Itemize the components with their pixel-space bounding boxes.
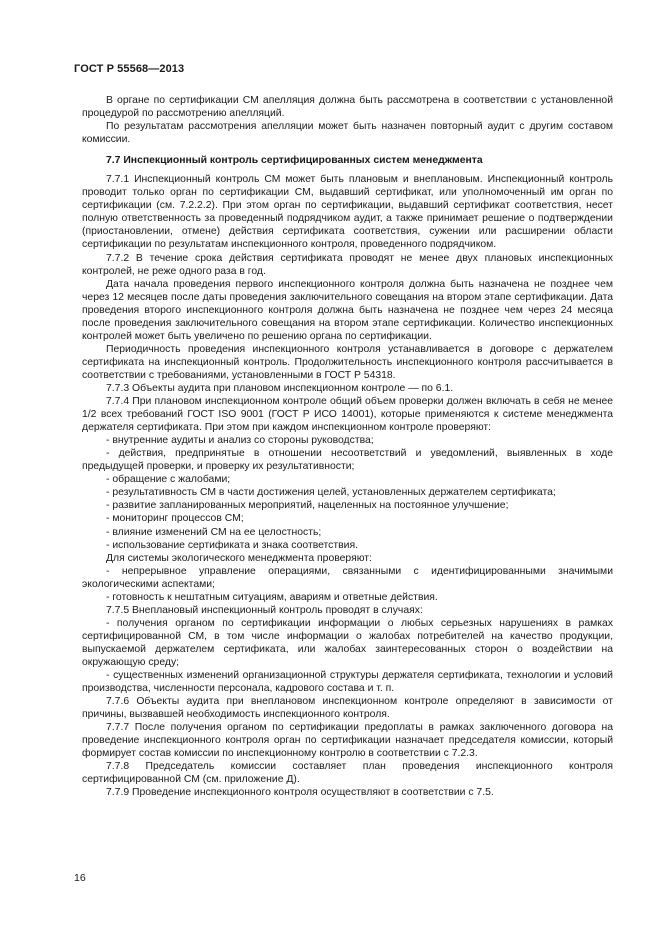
list-item: - обращение с жалобами; bbox=[106, 474, 231, 486]
paragraph: В органе по сертификации СМ апелляция должна быть рассмотрена в соответствии с установленной процедурой по рассмотрению апелляций. bbox=[82, 95, 613, 120]
paragraph: Дата начала проведения первого инспекционного контроля должна быть назначена не позднее чем через 12 месяцев после даты проведения заключительного совещания на втором этапе сертификации. Дата проведения второго инспекционного контроля должна быть назначена не позднее чем через 24 месяца после проведения заключительного совещания на втором этапе сертификации. Количество инспекционных контролей может быть увеличено по решению органа по сертификации. bbox=[82, 278, 613, 342]
page-number: 16 bbox=[74, 872, 86, 884]
paragraph: 7.7.2 В течение срока действия сертификата проводят не менее двух плановых инспекционных контролей, не реже одного раза в год. bbox=[82, 252, 613, 277]
paragraph: 7.7.4 При плановом инспекционном контроле общий объем проверки должен включать в себя не менее 1/2 всех требований ГОСТ ISO 9001 (ГОСТ Р ИСО 14001), которые применяются к системе менеджмента держателя сертификата. При этом при каждом инспекционном контроле проверяют: bbox=[82, 396, 613, 434]
section-heading: 7.7 Инспекционный контроль сертифицированных систем менеджмента bbox=[106, 155, 483, 167]
list-item: - мониторинг процессов СМ; bbox=[106, 513, 244, 525]
list-item: - непрерывное управление операциями, связанными с идентифицированными значимыми экологическими аспектами; bbox=[82, 565, 613, 590]
paragraph: 7.7.3 Объекты аудита при плановом инспекционном контроле — по 6.1. bbox=[106, 382, 454, 394]
document-header: ГОСТ Р 55568—2013 bbox=[74, 63, 185, 75]
paragraph: 7.7.5 Внеплановый инспекционный контроль проводят в случаях: bbox=[106, 604, 423, 616]
paragraph: 7.7.7 После получения органом по сертификации предоплаты в рамках заключенного договора на проведение инспекционного контроля орган по сертификации назначает председателя комиссии, который формирует состав комиссии по инспекционному контролю в соответствии с 7.2.3. bbox=[82, 722, 613, 760]
paragraph: 7.7.8 Председатель комиссии составляет план проведения инспекционного контроля сертифицированной СМ (см. приложение Д). bbox=[82, 761, 613, 786]
paragraph: По результатам рассмотрения апелляции может быть назначен повторный аудит с другим составом комиссии. bbox=[82, 121, 613, 146]
list-item: - результативность СМ в части достижения целей, установленных держателем сертификата; bbox=[106, 487, 556, 499]
paragraph: Для системы экологического менеджмента проверяют: bbox=[106, 552, 372, 564]
list-item: - готовность к нештатным ситуациям, авариям и ответные действия. bbox=[106, 591, 438, 603]
paragraph: 7.7.1 Инспекционный контроль СМ может быть плановым и внеплановым. Инспекционный контроль проводит только орган по сертификации СМ, выдавший сертификат, или уполномоченный им орган по сертификации (см. 7.2.2.2). При этом орган по сертификации, выдавший сертификат соответствия, несет полную ответственность за проведенный подрядчиком аудит, а также принимает решение о подтверждении (приостановлении, отмене) действия сертификата соответствия, сужении или расширении области сертификации по результатам инспекционного контроля, проведенного подрядчиком. bbox=[82, 174, 613, 251]
list-item: - влияние изменений СМ на ее целостность; bbox=[106, 526, 322, 538]
paragraph: Периодичность проведения инспекционного контроля устанавливается в договоре с держателем сертификата на инспекционный контроль. Продолжительность инспекционного контроля рассчитывается в соответствии с требованиями, установленными в ГОСТ Р 54318. bbox=[82, 343, 613, 381]
paragraph: 7.7.6 Объекты аудита при внеплановом инспекционном контроле определяют в зависимости от причины, вызвавшей необходимость инспекционного контроля. bbox=[82, 696, 613, 721]
list-item: - внутренние аудиты и анализ со стороны руководства; bbox=[106, 435, 374, 447]
list-item: - получения органом по сертификации информации о любых серьезных нарушениях в рамках сертифицированной СМ, в том числе информации о жалобах потребителей на качество продукции, выпускаемой держателем сертификата, или жалобах заинтересованных сторон о воздействии на окружающую среду; bbox=[82, 617, 613, 668]
list-item: - действия, предпринятые в отношении несоответствий и уведомлений, выявленных в ходе предыдущей проверки, и проверку их результативности; bbox=[82, 448, 613, 473]
paragraph: 7.7.9 Проведение инспекционного контроля осуществляют в соответствии с 7.5. bbox=[106, 787, 494, 799]
list-item: - использование сертификата и знака соответствия. bbox=[106, 539, 358, 551]
list-item: - существенных изменений организационной структуры держателя сертификата, технологии и условий производства, численности персонала, кадрового состава и т. п. bbox=[82, 670, 613, 695]
document-body bbox=[82, 94, 613, 799]
list-item: - развитие запланированных мероприятий, нацеленных на постоянное улучшение; bbox=[106, 500, 509, 512]
